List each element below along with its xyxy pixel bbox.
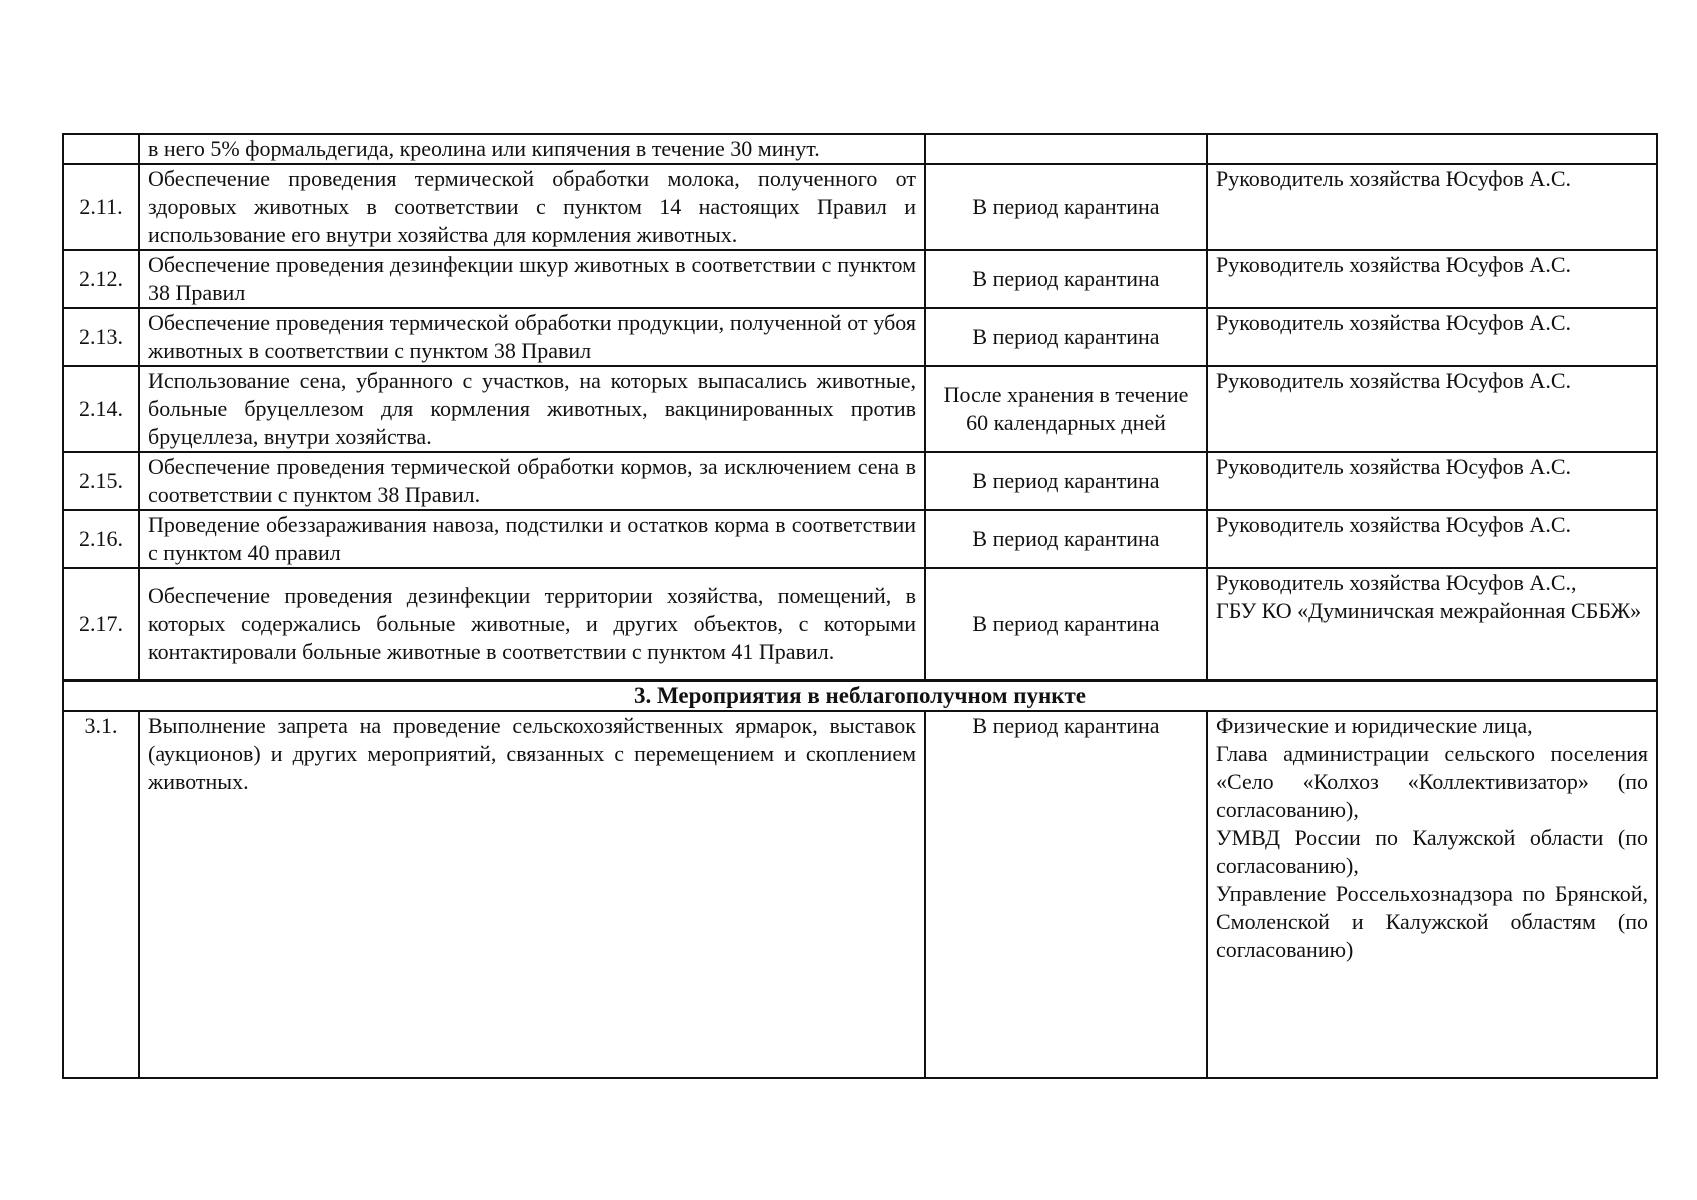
row-number: 2.12. [63,250,139,308]
table-row [63,164,1657,250]
measure-description: Обеспечение проведения термической обработки молока, полученного от здоровых животных в соответствии с пунктом 14 настоящих Правил и использование его внутри хозяйства для кормления животных. [139,164,925,250]
table-row [63,250,1657,308]
responsible-line: ГБУ КО «Думиничская межрайонная СББЖ» [1216,598,1642,623]
responsible-party [1207,250,1657,308]
responsible-party [1207,568,1657,680]
responsible-line: Физические и юридические лица, [1216,713,1533,738]
table-row [63,568,1657,680]
responsible-party [1207,164,1657,250]
continuation-text: в него 5% формальдегида, креолина или кипячения в течение 30 минут. [139,134,925,164]
measure-period: В период карантина [925,452,1207,510]
measure-period: В период карантина [925,164,1207,250]
table-row [63,452,1657,510]
responsible-party [1207,711,1657,1078]
table-row [63,366,1657,452]
row-number: 2.13. [63,308,139,366]
responsible-line: Глава администрации сельского поселения «Село «Колхоз «Коллективизатор» (по согласованию), [1216,741,1648,822]
row-number: 2.14. [63,366,139,452]
row-number-cell [63,134,139,164]
responsible-cell [1207,134,1657,164]
measure-period: В период карантина [925,510,1207,568]
period-cell [925,134,1207,164]
responsible-line: Руководитель хозяйства Юсуфов А.С. [1216,252,1571,277]
measure-period: В период карантина [925,250,1207,308]
row-number: 3.1. [63,711,139,1078]
measure-description: Обеспечение проведения термической обработки продукции, полученной от убоя животных в соответствии с пунктом 38 Правил [139,308,925,366]
table-row [63,134,1657,164]
responsible-line: Руководитель хозяйства Юсуфов А.С., [1216,570,1577,595]
row-number: 2.17. [63,568,139,680]
table-row [63,308,1657,366]
responsible-line: УМВД России по Калужской области (по согласованию), [1216,825,1648,878]
table-row [63,510,1657,568]
responsible-line: Руководитель хозяйства Юсуфов А.С. [1216,454,1571,479]
measure-description: Использование сена, убранного с участков, на которых выпасались животные, больные бруцеллезом для кормления животных, вакцинированных против бруцеллеза, внутри хозяйства. [139,366,925,452]
measure-description: Обеспечение проведения термической обработки кормов, за исключением сена в соответствии с пунктом 38 Правил. [139,452,925,510]
responsible-line: Руководитель хозяйства Юсуфов А.С. [1216,310,1571,335]
measure-description: Обеспечение проведения дезинфекции шкур животных в соответствии с пунктом 38 Правил [139,250,925,308]
row-number: 2.15. [63,452,139,510]
section-title: 3. Мероприятия в неблагополучном пункте [63,680,1657,711]
responsible-line: Руководитель хозяйства Юсуфов А.С. [1216,368,1571,393]
responsible-line: Руководитель хозяйства Юсуфов А.С. [1216,166,1571,191]
measures-table [62,133,1658,1079]
responsible-party [1207,510,1657,568]
row-number: 2.11. [63,164,139,250]
measure-period: В период карантина [925,568,1207,680]
row-number: 2.16. [63,510,139,568]
measure-period: В период карантина [925,308,1207,366]
responsible-line: Руководитель хозяйства Юсуфов А.С. [1216,512,1571,537]
table-row [63,711,1657,1078]
responsible-party [1207,308,1657,366]
measure-description: Выполнение запрета на проведение сельскохозяйственных ярмарок, выставок (аукционов) и других мероприятий, связанных с перемещением и скоплением животных. [139,711,925,1078]
responsible-party [1207,366,1657,452]
section-header-row [63,680,1657,711]
measure-description: Обеспечение проведения дезинфекции территории хозяйства, помещений, в которых содержались больные животные, и других объектов, с которыми контактировали больные животные в соответствии с пунктом 41 Правил. [139,568,925,680]
responsible-line: Управление Россельхознадзора по Брянской, Смоленской и Калужской областям (по согласованию) [1216,881,1648,962]
responsible-party [1207,452,1657,510]
measure-period: В период карантина [925,711,1207,1078]
measure-description: Проведение обеззараживания навоза, подстилки и остатков корма в соответствии с пунктом 40 правил [139,510,925,568]
measure-period: После хранения в течение 60 календарных дней [925,366,1207,452]
